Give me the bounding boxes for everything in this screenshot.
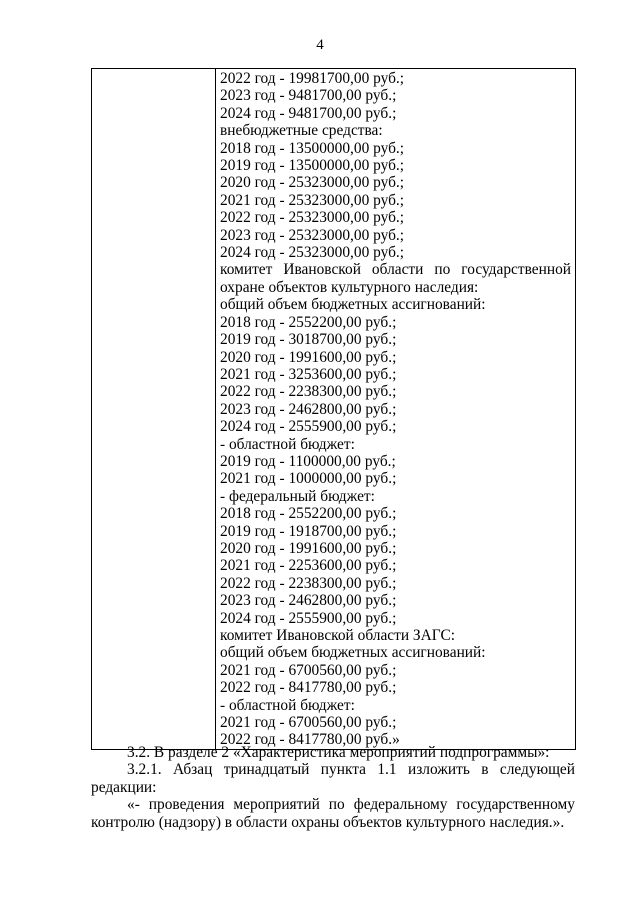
- table-line: - федеральный бюджет:: [220, 487, 375, 505]
- table-line: 2023 год - 25323000,00 руб.;: [220, 226, 405, 244]
- table-line: 2022 год - 8417780,00 руб.»: [220, 731, 400, 749]
- table-line: 2020 год - 1991600,00 руб.;: [220, 348, 397, 366]
- table-line: 2022 год - 2238300,00 руб.;: [220, 574, 397, 592]
- table-line: 2019 год - 1918700,00 руб.;: [220, 522, 397, 540]
- table-line: 2019 год - 13500000,00 руб.;: [220, 157, 405, 175]
- table-line: 2022 год - 8417780,00 руб.;: [220, 679, 397, 697]
- table-line: 2022 год - 19981700,00 руб.;: [220, 70, 405, 87]
- table-line: - областной бюджет:: [220, 435, 355, 453]
- amendment-paragraph: 3.2.1. Абзац тринадцатый пункта 1.1 изложить в следующей редакции:: [91, 761, 575, 796]
- table-line: 2024 год - 2555900,00 руб.;: [220, 609, 397, 627]
- table-line: 2020 год - 1991600,00 руб.;: [220, 539, 397, 557]
- table-line: комитет Ивановской области по государственной: [220, 261, 571, 279]
- table-line: охране объектов культурного наследия:: [220, 278, 479, 296]
- table-line: 2023 год - 2462800,00 руб.;: [220, 592, 397, 610]
- table-left-column: [92, 69, 216, 749]
- quoted-paragraph: «- проведения мероприятий по федеральному государственному контролю (надзору) в области охраны объектов культурного наследия.».: [91, 796, 575, 831]
- table-line: 2020 год - 25323000,00 руб.;: [220, 174, 405, 192]
- table-line: 2021 год - 6700560,00 руб.;: [220, 714, 397, 732]
- table-line: 2018 год - 13500000,00 руб.;: [220, 139, 405, 157]
- table-line: комитет Ивановской области ЗАГС:: [220, 627, 455, 644]
- funding-table: [91, 68, 576, 750]
- table-line: 2022 год - 2238300,00 руб.;: [220, 383, 397, 401]
- table-line: 2018 год - 2552200,00 руб.;: [220, 505, 397, 523]
- table-line: 2019 год - 1100000,00 руб.;: [220, 452, 396, 470]
- table-line: общий объем бюджетных ассигнований:: [220, 644, 486, 662]
- table-line: 2021 год - 3253600,00 руб.;: [220, 365, 397, 383]
- section-heading-paragraph: 3.2. В разделе 2 «Характеристика мероприятий подпрограммы»:: [127, 744, 550, 761]
- table-line: 2023 год - 9481700,00 руб.;: [220, 87, 397, 105]
- table-line: внебюджетные средства:: [220, 122, 383, 140]
- table-line: 2023 год - 2462800,00 руб.;: [220, 400, 397, 418]
- table-line: 2024 год - 2555900,00 руб.;: [220, 418, 397, 436]
- table-line: 2021 год - 1000000,00 руб.;: [220, 470, 397, 488]
- table-line: 2021 год - 25323000,00 руб.;: [220, 191, 405, 209]
- body-text: [91, 744, 575, 831]
- page-number: 4: [316, 37, 324, 53]
- table-line: общий объем бюджетных ассигнований:: [220, 296, 486, 314]
- table-line: 2024 год - 9481700,00 руб.;: [220, 104, 397, 122]
- table-line: 2018 год - 2552200,00 руб.;: [220, 313, 397, 331]
- table-line: - областной бюджет:: [220, 696, 355, 714]
- table-line: 2022 год - 25323000,00 руб.;: [220, 209, 405, 227]
- table-line: 2024 год - 25323000,00 руб.;: [220, 244, 405, 262]
- table-line: 2019 год - 3018700,00 руб.;: [220, 331, 397, 349]
- table-right-column: [216, 69, 575, 749]
- table-line: 2021 год - 2253600,00 руб.;: [220, 557, 397, 575]
- table-line: 2021 год - 6700560,00 руб.;: [220, 661, 397, 679]
